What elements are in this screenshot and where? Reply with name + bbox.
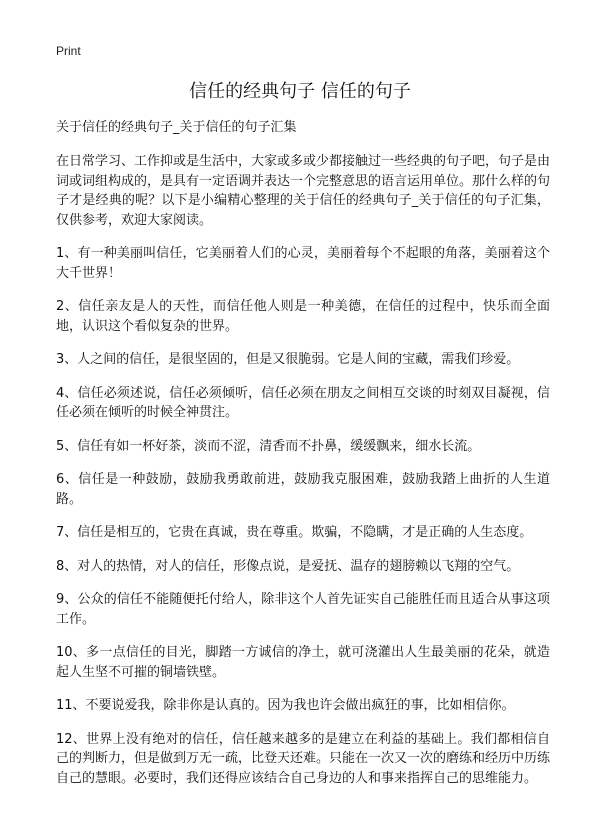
quote-paragraph-9: 9、公众的信任不能随便托付给人，除非这个人首先证实自己能胜任而且适合从事这项工作。: [56, 592, 550, 627]
quote-paragraph-5: 5、信任有如一杯好茶，淡而不涩，清香而不扑鼻，缓缓飘来，细水长流。: [56, 438, 481, 454]
document-subtitle: 关于信任的经典句子_关于信任的句子汇集: [56, 120, 297, 135]
intro-paragraph: 在日常学习、工作抑或是生活中，大家或多或少都接触过一些经典的句子吧，句子是由词或词组构成的，是具有一定语调并表达一个完整意思的语言运用单位。那什么样的句子才是经典的呢？以下是小编精心整理的关于信任的经典句子_关于信任的句子汇集，仅供参考，欢迎大家阅读。: [56, 154, 551, 228]
quote-paragraph-8: 8、对人的热情，对人的信任，形像点说，是爱抚、温存的翅膀赖以飞翔的空气。: [56, 558, 520, 574]
quote-paragraph-2: 2、信任亲友是人的天性，而信任他人则是一种美德，在信任的过程中，快乐而全面地，认识这个看似复杂的世界。: [56, 299, 550, 334]
page-title: 信任的经典句子 信任的句子: [189, 81, 411, 102]
print-link[interactable]: Print: [56, 44, 81, 58]
quote-paragraph-7: 7、信任是相互的，它贵在真诚，贵在尊重。欺骗，不隐瞒，才是正确的人生态度。: [56, 525, 533, 540]
quote-paragraph-1: 1、有一种美丽叫信任，它美丽着人们的心灵，美丽着每个不起眼的角落，美丽着这个大千世界！: [56, 246, 550, 281]
quote-paragraph-6: 6、信任是一种鼓励，鼓励我勇敢前进，鼓励我克服困难，鼓励我踏上曲折的人生道路。: [56, 472, 550, 507]
quote-paragraph-4: 4、信任必须述说，信任必须倾听，信任必须在朋友之间相互交谈的时刻双目凝视，信任必须在倾听的时候全神贯注。: [56, 385, 550, 420]
article-body: [56, 152, 550, 802]
quote-paragraph-10: 10、多一点信任的目光，脚踏一方诚信的净土，就可浇灌出人生最美丽的花朵，就造起人生坚不可摧的铜墙铁壁。: [56, 645, 550, 680]
quote-paragraph-3: 3、人之间的信任，是很坚固的，但是又很脆弱。它是人间的宝藏，需我们珍爱。: [56, 352, 520, 367]
quote-paragraph-11: 11、不要说爱我，除非你是认真的。因为我也许会做出疯狂的事，比如相信你。: [56, 698, 515, 713]
quote-paragraph-12: 12、世界上没有绝对的信任，信任越来越多的是建立在利益的基础上。我们都相信自己的判断力，但是做到万无一疏，比登天还难。只能在一次又一次的磨练和经历中历练自己的慧眼。必要时，我们还得应该结合自己身边的人和事来指挥自己的思维能力。: [56, 731, 551, 786]
